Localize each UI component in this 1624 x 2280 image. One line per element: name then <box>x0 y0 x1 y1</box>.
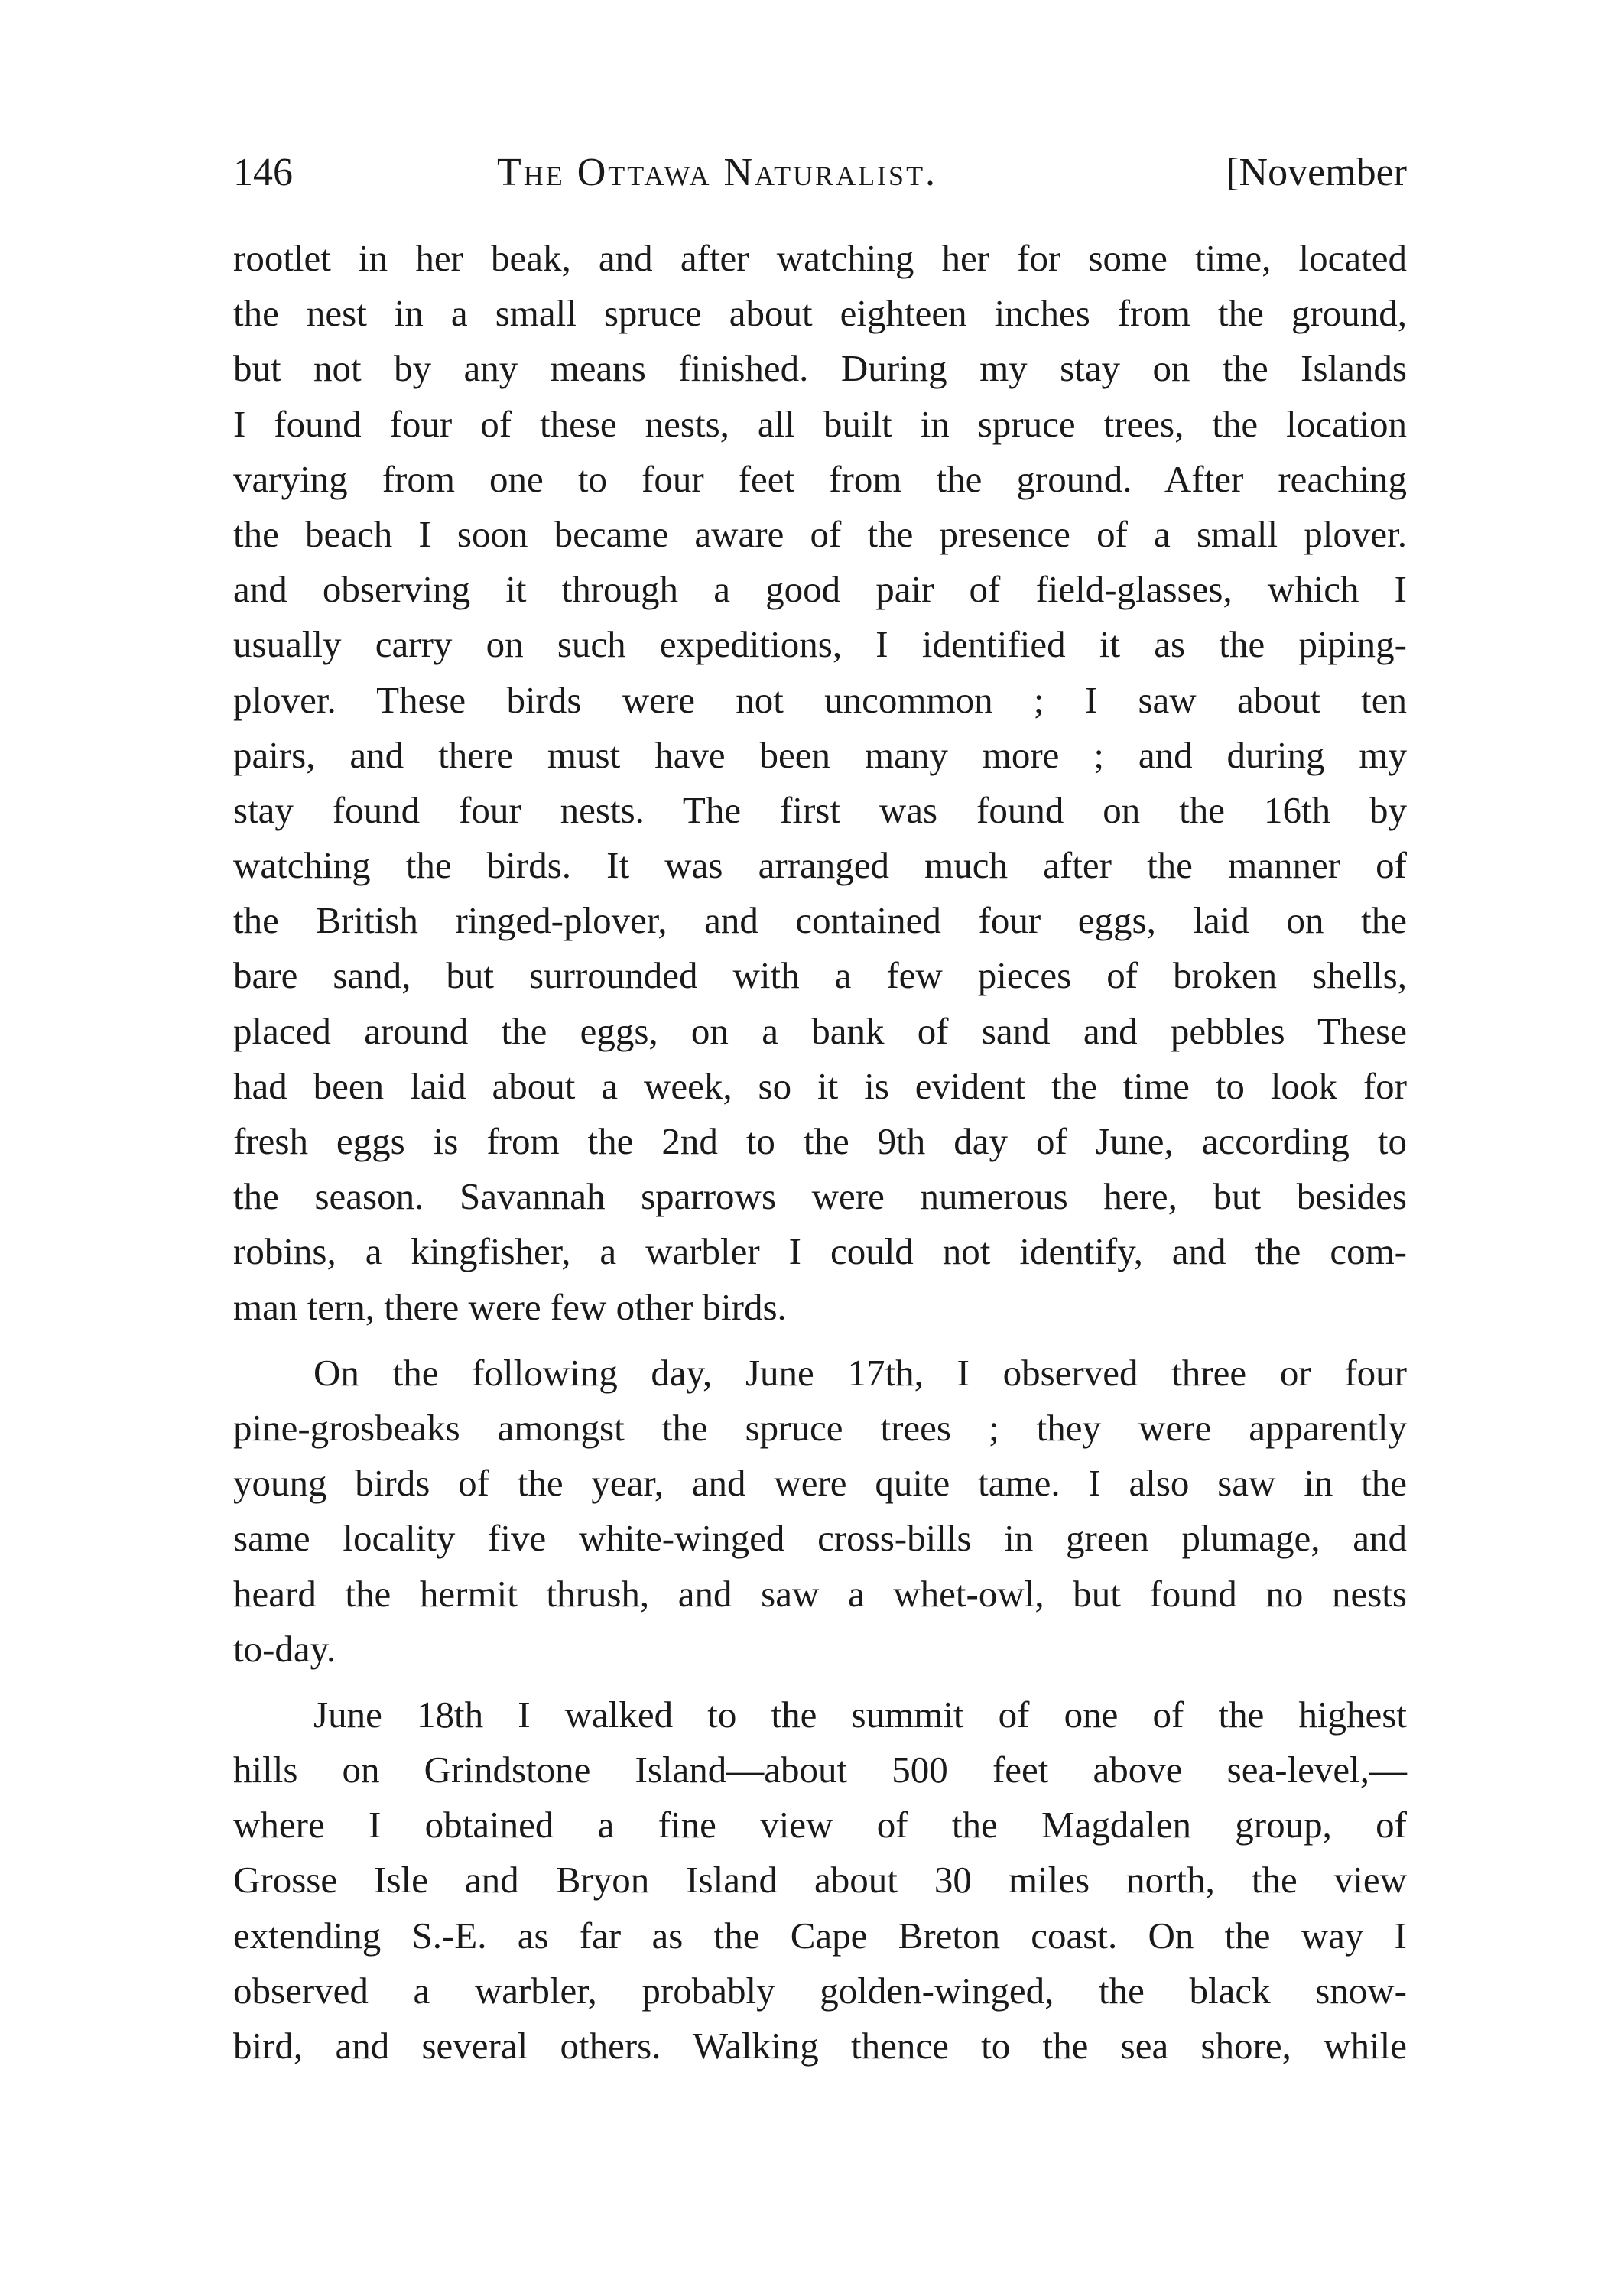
text-line: where I obtained a fine view of the Magdalen group, of <box>233 1804 1407 1846</box>
text-line: hills on Grindstone Island—about 500 feet above sea-level,— <box>233 1749 1407 1791</box>
text-line: bare sand, but surrounded with a few pieces of broken shells, <box>233 954 1407 997</box>
paragraph-gap <box>233 1335 1407 1346</box>
page-number: 146 <box>233 151 293 194</box>
text-line: the beach I soon became aware of the presence of a small plover. <box>233 512 1407 555</box>
text-line: the British ringed-plover, and contained four eggs, laid on the <box>233 899 1407 942</box>
running-header <box>233 150 1407 211</box>
text-line: Grosse Isle and Bryon Island about 30 miles north, the view <box>233 1859 1407 1902</box>
text-line: to-day. <box>233 1627 336 1670</box>
text-line: extending S.-E. as far as the Cape Breton coast. On the way I <box>233 1914 1407 1957</box>
running-title: The Ottawa Naturalist. <box>497 151 938 194</box>
text-line: robins, a kingfisher, a warbler I could not identify, and the com- <box>233 1230 1407 1273</box>
text-line: observed a warbler, probably golden-winged, the black snow- <box>233 1969 1407 2012</box>
text-line: heard the hermit thrush, and saw a whet-owl, but found no nests <box>233 1572 1407 1615</box>
text-line: usually carry on such expeditions, I identified it as the piping- <box>233 623 1407 666</box>
text-line: I found four of these nests, all built in spruce trees, the location <box>233 402 1407 445</box>
text-line: and observing it through a good pair of field-glasses, which I <box>233 568 1407 611</box>
text-line: placed around the eggs, on a bank of sand and pebbles These <box>233 1009 1407 1052</box>
text-line: fresh eggs is from the 2nd to the 9th day of June, according to <box>233 1120 1407 1162</box>
text-line: the season. Savannah sparrows were numerous here, but besides <box>233 1175 1407 1218</box>
text-line: June 18th I walked to the summit of one of the highest <box>313 1693 1407 1736</box>
paragraph-2 <box>233 1346 1407 1677</box>
text-line: bird, and several others. Walking thence to the sea shore, while <box>233 2025 1407 2067</box>
paragraph-gap <box>233 1677 1407 1687</box>
text-line: pairs, and there must have been many more ; and during my <box>233 733 1407 776</box>
text-line: the nest in a small spruce about eighteen inches from the ground, <box>233 292 1407 335</box>
text-line: man tern, there were few other birds. <box>233 1285 787 1328</box>
body-text <box>233 231 1407 2074</box>
text-line: On the following day, June 17th, I observed three or four <box>313 1351 1407 1394</box>
text-line: same locality five white-winged cross-bills in green plumage, and <box>233 1517 1407 1560</box>
running-month: [November <box>1226 151 1407 194</box>
text-line: rootlet in her beak, and after watching her for some time, located <box>233 237 1407 279</box>
text-line: plover. These birds were not uncommon ; I saw about ten <box>233 678 1407 721</box>
text-line: young birds of the year, and were quite tame. I also saw in the <box>233 1462 1407 1505</box>
paragraph-1 <box>233 231 1407 1335</box>
text-line: pine-grosbeaks amongst the spruce trees ; they were apparently <box>233 1406 1407 1449</box>
paragraph-3 <box>233 1687 1407 2074</box>
text-line: varying from one to four feet from the ground. After reaching <box>233 457 1407 500</box>
text-line: watching the birds. It was arranged much after the manner of <box>233 844 1407 887</box>
text-line: stay found four nests. The first was found on the 16th by <box>233 788 1407 831</box>
text-line: had been laid about a week, so it is evident the time to look for <box>233 1064 1407 1107</box>
text-line: but not by any means finished. During my stay on the Islands <box>233 347 1407 390</box>
